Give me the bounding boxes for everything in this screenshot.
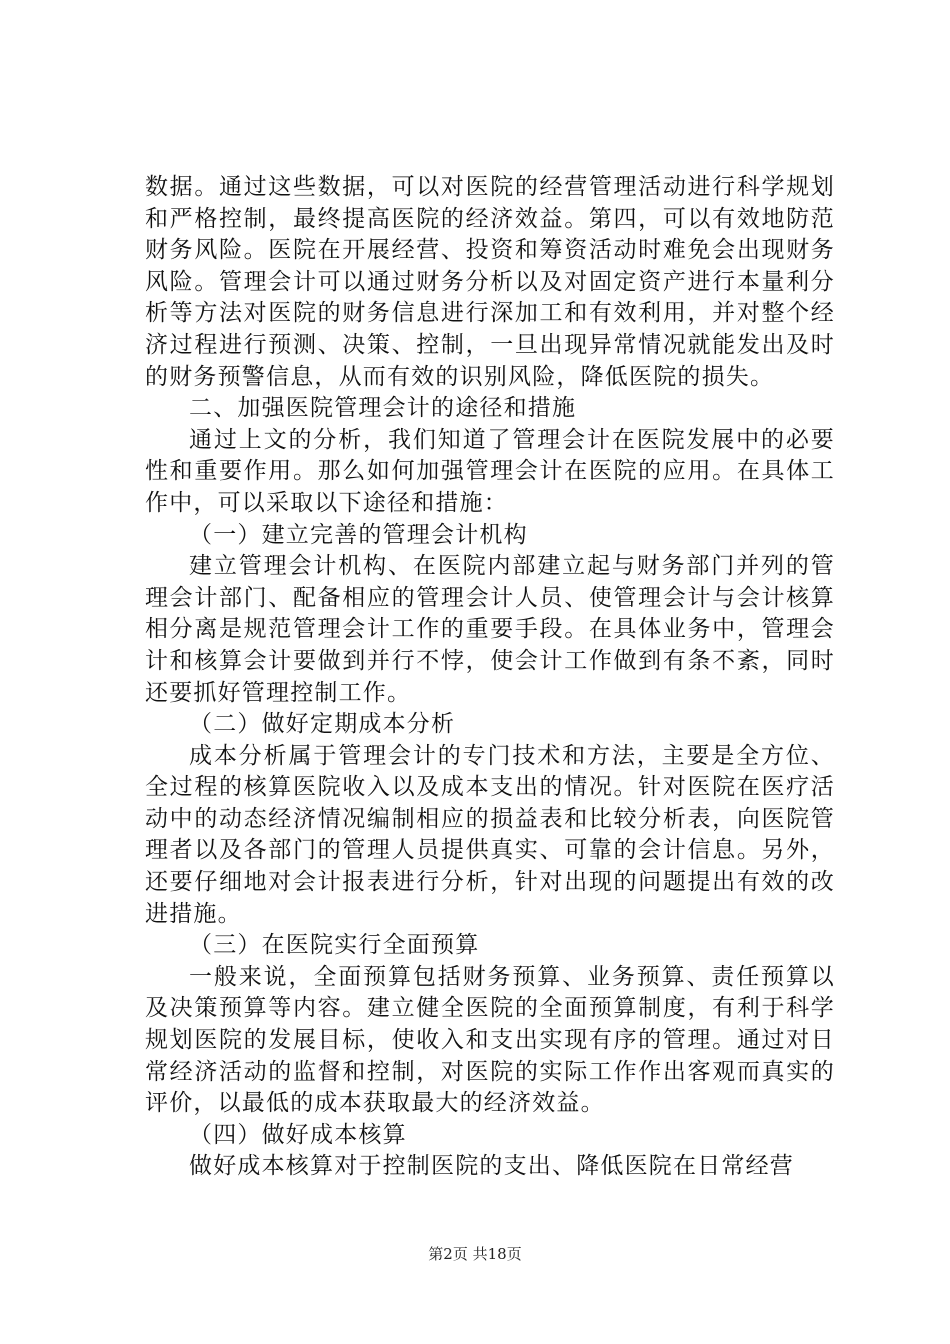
paragraph-7: 成本分析属于管理会计的专门技术和方法，主要是全方位、全过程的核算医院收入以及成本支出的情况。针对医院在医疗活动中的动态经济情况编制相应的损益表和比较分析表，向医院管理者以及各部门的管理人员提供真实、可靠的会计信息。另外，还要仔细地对会计报表进行分析，针对出现的问题提出有效的改进措施。 [145,742,835,927]
section-heading-2: 二、加强医院管理会计的途径和措施 [189,395,577,422]
subheading-4: （四）做好成本核算 [189,1121,407,1148]
subheading-1: （一）建立完善的管理会计机构 [189,521,528,548]
paragraph-9: 一般来说，全面预算包括财务预算、业务预算、责任预算以及决策预算等内容。建立健全医院的全面预算制度，有利于科学规划医院的发展目标，使收入和支出实现有序的管理。通过对日常经济活动的监督和控制，对医院的实际工作作出客观而真实的评价，以最低的成本获取最大的经济效益。 [145,963,835,1117]
page-footer: 第2页 共18页 [428,1245,522,1263]
paragraph-5: 建立管理会计机构、在医院内部建立起与财务部门并列的管理会计部门、配备相应的管理会计人员、使管理会计与会计核算相分离是规范管理会计工作的重要手段。在具体业务中，管理会计和核算会计要做到并行不悖，使会计工作做到有条不紊，同时还要抓好管理控制工作。 [145,553,835,706]
paragraph-1: 数据。通过这些数据，可以对医院的经营管理活动进行科学规划和严格控制，最终提高医院的经济效益。第四，可以有效地防范财务风险。医院在开展经营、投资和筹资活动时难免会出现财务风险。管理会计可以通过财务分析以及对固定资产进行本量利分析等方法对医院的财务信息进行深加工和有效利用，并对整个经济过程进行预测、决策、控制，一旦出现异常情况就能发出及时的财务预警信息，从而有效的识别风险，降低医院的损失。 [145,174,835,390]
paragraph-11: 做好成本核算对于控制医院的支出、降低医院在日常经营 [189,1153,794,1180]
document-body [145,172,835,1183]
paragraph-3: 通过上文的分析，我们知道了管理会计在医院发展中的必要性和重要作用。那么如何加强管理会计在医院的应用。在具体工作中，可以采取以下途径和措施： [145,426,835,516]
subheading-3: （三）在医院实行全面预算 [189,932,480,959]
subheading-2: （二）做好定期成本分析 [189,711,456,738]
